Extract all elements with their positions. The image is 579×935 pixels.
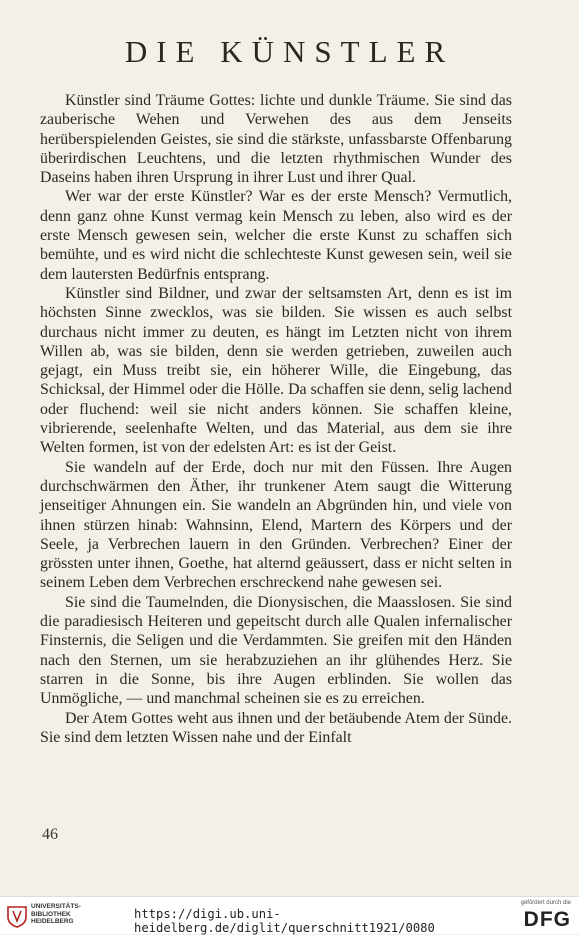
paragraph: Sie wandeln auf der Erde, doch nur mit den Füssen. Ihre Augen durchschwärmen den Äther, ihr trunkener Atem saugt die Witterung jenseitiger Ahnungen ein. Sie wandeln an Abgründen hin, und viele von ihnen stürzen hinab: Wahnsinn, Elend, Martern des Körpers und der Seele, ja Verbrechen lauern in den Gründen. Verbrechen? Einer der grössten unter ihnen, Goethe, hat alternd geäussert, dass er nicht selten in seinem Leben dem Verbrechen erschreckend nahe gewesen sei. [40,458,512,592]
body-text [40,91,512,747]
paragraph: Der Atem Gottes weht aus ihnen und der betäubende Atem der Sünde. Sie sind dem letzten Wissen nahe und der Einfalt [40,709,512,746]
page-title: DIE KÜNSTLER [124,34,455,69]
viewer-footer [0,896,579,934]
paragraph: Künstler sind Träume Gottes: lichte und dunkle Träume. Sie sind das zauberische Wehen und Verwehen des aus dem Jenseits herüberspielenden Geistes, sie sind die stärkste, unfassbarste Offenbarung überirdischen Leuchtens, und die letzten rhythmischen Wunder des Daseins haben ihren Ursprung in ihrer Lust und ihrer Qual. [40,92,512,187]
paragraph: Künstler sind Bildner, und zwar der seltsamsten Art, denn es ist im höchsten Sinne zwecklos, was sie bilden. Sie wissen es auch selbst durchaus nicht immer zu deuten, es hängt im Letzten nicht von ihrem Willen ab, was sie bilden, denn sie werden getrieben, zuweilen auch gejagt, ein Muss treibt sie, ein höherer Wille, die Eingebung, das Schicksal, der Himmel oder die Hölle. Da schaffen sie denn, selig lachend oder fluchend: weil sie nicht anders können. Sie schaffen kleine, vibrierende, seelenhafte Welten, und das Material, aus dem sie ihre Welten formen, ist von der edelsten Art: es ist der Geist. [40,284,512,457]
permalink-url[interactable]: https://digi.ub.uni-heidelberg.de/diglit/querschnitt1921/0080 [134,907,435,935]
sponsor-caption: gefördert durch die [520,900,571,906]
library-name-line: HEIDELBERG [31,918,74,925]
paragraph: Wer war der erste Künstler? War es der erste Mensch? Vermutlich, denn ganz ohne Kunst vermag kein Mensch zu leben, also wird es der erste Mensch gewesen sein, welcher die erste Kunst zu schaffen sich bemühte, und es wird nicht die schlechteste Kunst gewesen sein, weil sie dem lautersten Bedürfnis entsprang. [40,188,512,283]
library-name[interactable] [31,903,81,926]
library-name-line: UNIVERSITÄTS- [31,903,81,910]
library-name-line: BIBLIOTHEK [31,910,71,918]
page-number: 46 [42,826,58,843]
paragraph: Sie sind die Taumelnden, die Dionysischen, die Maasslosen. Sie sind die paradiesisch Heiteren und gepeitscht durch alle Qualen infernalischer Finsternis, die Seligen und die Verdammten. Sie greifen mit den Händen nach den Sternen, um sie herabzuziehen an ihr glühendes Herz. Sie starren in die Sonne, bis ihre Augen erblinden. Sie wollen das Unmögliche, — und manchmal scheinen sie es zu erreichen. [40,593,512,708]
dfg-logo[interactable]: DFG [523,908,571,931]
library-crest-icon[interactable] [6,904,28,928]
